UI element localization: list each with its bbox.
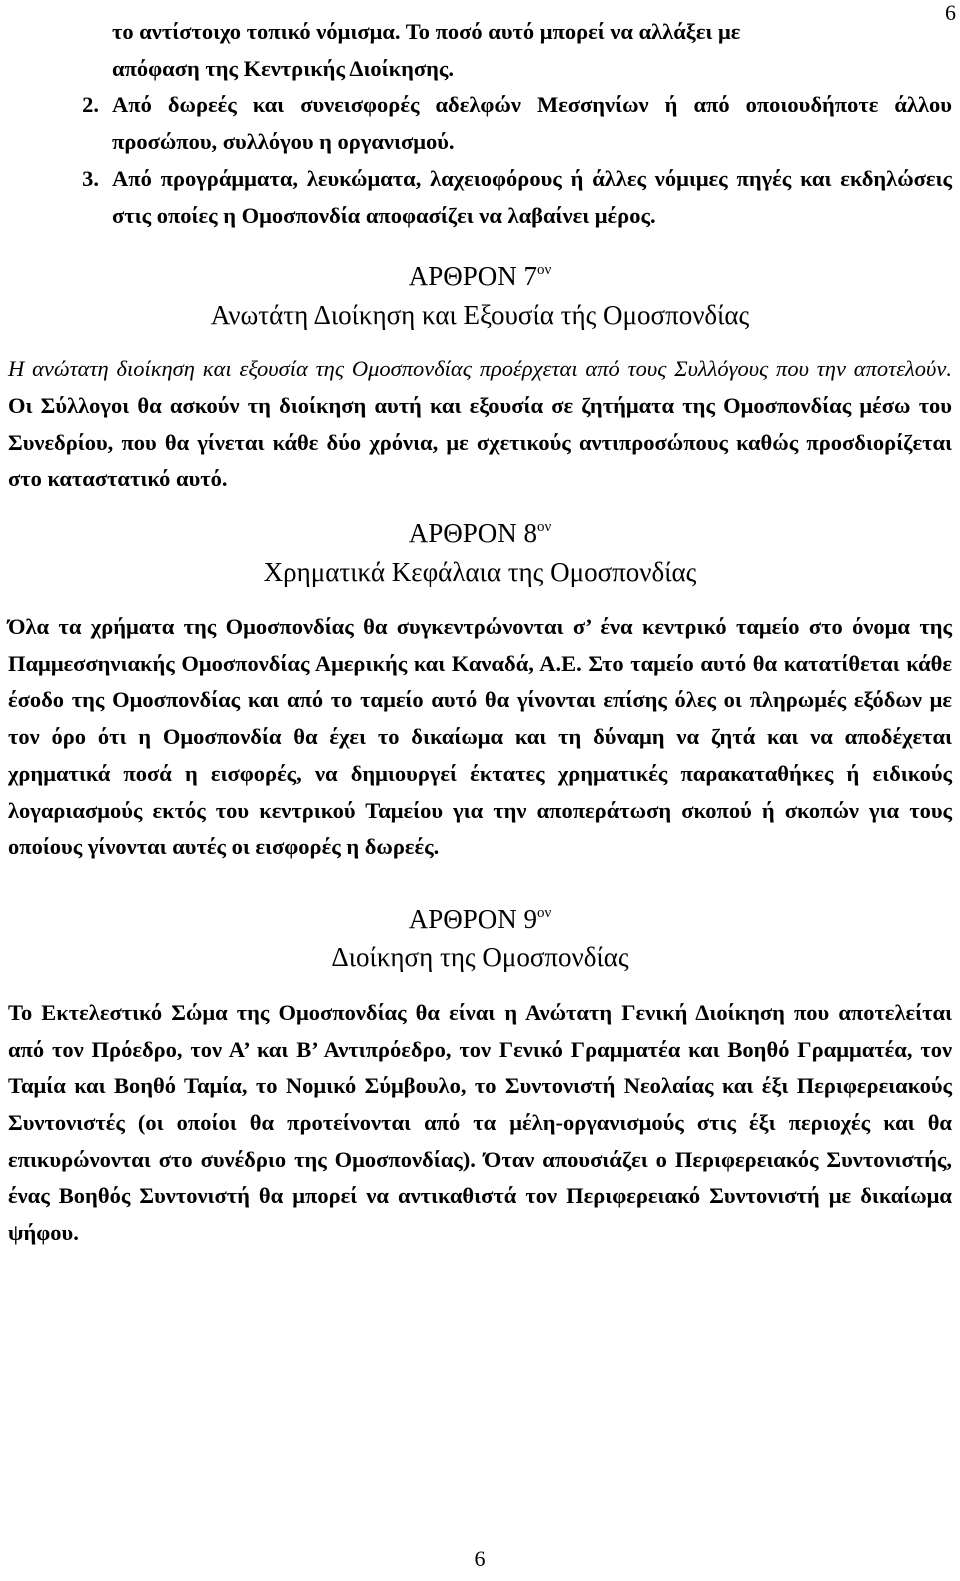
list-item-number: 3.	[82, 165, 99, 191]
article-9-suffix: ον	[536, 904, 552, 921]
article-7-heading	[8, 258, 952, 294]
article-7-body-italic: Η ανώτατη διοίκηση και εξουσία της Ομοσπονδίας προέρχεται από τους Συλλόγους που την αποτελούν.	[8, 356, 952, 382]
article-9-number: ΑΡΘΡΟΝ 9	[408, 903, 537, 934]
article-7-suffix: ον	[536, 262, 552, 279]
article-7-body-rest: Οι Σύλλογοι θα ασκούν τη διοίκηση αυτή και εξουσία σε ζητήματα της Ομοσπονδίας μέσω του Συνεδρίου, που θα γίνεται κάθε δύο χρόνια, με σχετικούς αντιπροσώπους καθώς προσδιορίζεται στο καταστατικό αυτό.	[8, 392, 952, 492]
list-item-2	[8, 87, 952, 160]
document-body	[8, 14, 952, 1252]
intro-line-1: το αντίστοιχο τοπικό νόμισμα. Το ποσό αυτό μπορεί να αλλάξει με	[112, 19, 741, 44]
list-item-number: 2.	[82, 92, 99, 118]
article-9-body: Το Εκτελεστικό Σώμα της Ομοσπονδίας θα είναι η Ανώτατη Γενική Διοίκηση που αποτελείται από τον Πρόεδρο, τον Α’ και Β’ Αντιπρόεδρο, τον Γενικό Γραμματέα και Βοηθό Γραμματέα, τον Ταμία και Βοηθό Ταμία, το Νομικό Σύμβουλο, το Συντονιστή Νεολαίας και έξι Περιφερειακούς Συντονιστές (οι οποίοι θα προτείνονται από τα μέλη-οργανισμούς στις έξι περιοχές και θα επικυρώνονται στο συνέδριο της Ομοσπονδίας). Όταν απουσιάζει ο Περιφερειακός Συντονιστής, ένας Βοηθός Συντονιστή θα μπορεί να αντικαθιστά τον Περιφερειακό Συντονιστή με δικαίωμα ψήφου.	[8, 999, 952, 1246]
list-item-text: Από προγράμματα, λευκώματα, λαχειοφόρους ή άλλες νόμιμες πηγές και εκδηλώσεις στις οποίες η Ομοσπονδία αποφασίζει να λαβαίνει μέρος.	[112, 165, 952, 228]
article-9-heading	[8, 901, 952, 937]
article-7-body	[8, 351, 952, 498]
list-item-3	[8, 161, 952, 234]
article-8-suffix: ον	[536, 519, 552, 536]
intro-line-2: απόφαση της Κεντρικής Διοίκησης.	[112, 55, 455, 81]
article-7-title: Ανωτάτη Διοίκηση και Εξουσία τής Ομοσπονδίας	[210, 300, 750, 331]
page-number-top: 6	[945, 0, 956, 25]
article-9-title: Διοίκηση της Ομοσπονδίας	[331, 941, 629, 972]
article-8-heading	[8, 515, 952, 551]
article-8-title: Χρηματικά Κεφάλαια της Ομοσπονδίας	[263, 557, 697, 588]
page-number-bottom: 6	[474, 1546, 486, 1571]
article-7-number: ΑΡΘΡΟΝ 7	[408, 261, 537, 292]
article-8-body: Όλα τα χρήματα της Ομοσπονδίας θα συγκεντρώνονται σ’ ένα κεντρικό ταμείο στο όνομα της Παμμεσσηνιακής Ομοσπονδίας Αμερικής και Καναδά, Α.Ε. Στο ταμείο αυτό θα κατατίθεται κάθε έσοδο της Ομοσπονδίας και από το ταμείο αυτό θα γίνονται επίσης όλες οι πληρωμές εξόδων με τον όρο ότι η Ομοσπονδία θα έχει το δικαίωμα και τη δύναμη να ζητά και να αποδέχεται χρηματικά ποσά η εισφορές, να δημιουργεί έκτατες χρηματικές παρακαταθήκες ή ειδικούς λογαριασμούς εκτός του κεντρικού Ταμείου για την αποπεράτωση σκοπού ή σκοπών για τους οποίους γίνονται αυτές οι εισφορές η δωρεές.	[8, 614, 952, 860]
article-8-number: ΑΡΘΡΟΝ 8	[408, 518, 537, 549]
list-item-text: Από δωρεές και συνεισφορές αδελφών Μεσσηνίων ή από οποιουδήποτε άλλου προσώπου, συλλόγου η οργανισμού.	[112, 92, 952, 155]
intro-continuation	[8, 14, 952, 87]
